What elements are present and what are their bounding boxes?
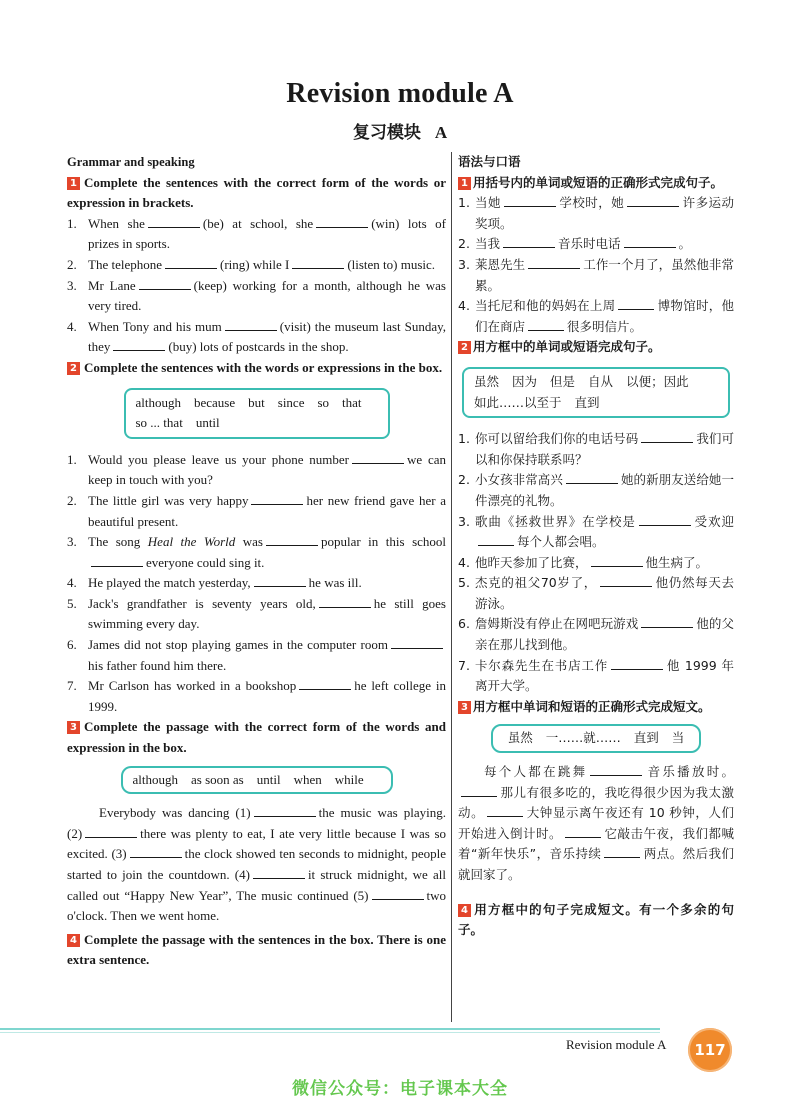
instruction-text: 用方框中的单词或短语完成句子。 xyxy=(473,339,661,355)
exercise-number-badge: 2 xyxy=(67,362,80,375)
word-box-item: that xyxy=(342,394,362,410)
word-box-item: 直到 xyxy=(633,730,659,746)
answer-blank[interactable] xyxy=(487,815,523,817)
item-text: (visit) the museum last Sunday, they xyxy=(88,318,446,355)
answer-blank[interactable] xyxy=(139,288,191,290)
answer-blank[interactable] xyxy=(130,856,182,858)
answer-blank[interactable] xyxy=(624,246,676,248)
item-text: (win) lots of prizes in sports. xyxy=(88,215,446,252)
exercise-number-badge: 1 xyxy=(458,177,471,190)
item-text: 他昨天参加了比赛， xyxy=(475,554,588,570)
item-number: 1. xyxy=(458,195,470,211)
item-text: he left college in 1999. xyxy=(88,678,446,714)
answer-blank[interactable] xyxy=(478,544,514,546)
item-number: 2. xyxy=(458,472,470,488)
word-box xyxy=(491,724,701,753)
answer-blank[interactable] xyxy=(253,877,305,879)
exercise-number-badge: 4 xyxy=(458,904,471,917)
item-number: 4. xyxy=(458,298,470,314)
answer-blank[interactable] xyxy=(618,308,654,310)
exercise-3-instruction xyxy=(458,697,734,718)
item-text: 卡尔森先生在书店工作 xyxy=(475,657,609,673)
item-text: 我们可以和你保持联系吗？ xyxy=(475,431,734,467)
word-box-item: although xyxy=(135,394,181,410)
exercise-2-instruction xyxy=(67,358,446,379)
exercise-item xyxy=(67,594,446,635)
word-box-item: so xyxy=(317,394,330,410)
item-text: 杰克的祖父70岁了， xyxy=(475,575,597,591)
item-text: 歌曲《拯救世界》在学校是 xyxy=(475,513,636,529)
passage-text: 每个人都在跳舞 xyxy=(484,764,588,780)
word-box-item: until xyxy=(195,415,220,431)
exercise-item xyxy=(67,635,446,676)
section-heading: Grammar and speaking xyxy=(67,155,195,169)
item-text: (buy) lots of postcards in the shop. xyxy=(168,339,349,355)
watermark: 微信公众号：电子课本大全 xyxy=(292,1079,508,1099)
column-divider xyxy=(451,152,452,1022)
item-text: he was ill. xyxy=(308,575,362,591)
word-box-item: while xyxy=(334,771,364,787)
answer-blank[interactable] xyxy=(639,524,691,526)
answer-blank[interactable] xyxy=(504,205,556,207)
passage-text: the music was playing. (2) xyxy=(67,805,446,841)
item-number: 2. xyxy=(458,236,470,252)
item-number: 2. xyxy=(67,256,77,272)
exercise-number-badge: 3 xyxy=(67,721,80,734)
answer-blank[interactable] xyxy=(641,626,693,628)
item-text: 许多运动奖项。 xyxy=(475,195,734,231)
word-box-item: 直到 xyxy=(574,394,600,410)
item-number: 5. xyxy=(67,595,77,611)
item-text: everyone could sing it. xyxy=(146,554,265,570)
instruction-text: Complete the passage with the sentences in the box. There is one extra sentence. xyxy=(67,931,446,968)
item-text: 你可以留给我们你的电话号码 xyxy=(475,431,639,447)
footer-rule xyxy=(0,1032,660,1033)
word-box-item: 自从 xyxy=(588,373,614,389)
answer-blank[interactable] xyxy=(85,836,137,838)
answer-blank[interactable] xyxy=(266,544,318,546)
item-number: 7. xyxy=(67,678,77,694)
item-text: 小女孩非常高兴 xyxy=(475,472,563,488)
item-number: 3. xyxy=(67,534,77,550)
word-box-item: 因为 xyxy=(512,373,538,389)
item-text: The little girl was very happy xyxy=(88,492,249,508)
exercise-item xyxy=(67,491,446,532)
english-column xyxy=(67,152,446,971)
passage xyxy=(67,803,446,927)
item-number: 7. xyxy=(458,657,470,673)
item-number: 3. xyxy=(458,256,470,272)
word-box-item: as soon as xyxy=(191,771,244,787)
answer-blank[interactable] xyxy=(254,815,316,817)
item-text: (keep) working for a month, although he was very tired. xyxy=(88,277,446,314)
subtitle-text: 复习模块 xyxy=(352,123,421,143)
item-text: 学校时，她 xyxy=(558,195,625,211)
item-text: Jack's grandfather is seventy years old, xyxy=(88,595,316,611)
item-text: 。 xyxy=(678,236,692,252)
word-box-item: 虽然 xyxy=(474,373,500,389)
word-box xyxy=(121,766,393,795)
item-text: He played the match yesterday, xyxy=(88,575,251,591)
answer-blank[interactable] xyxy=(165,267,217,269)
answer-blank[interactable] xyxy=(591,565,643,567)
exercise-number-badge: 3 xyxy=(458,701,471,714)
item-text: Mr Lane xyxy=(88,277,136,293)
word-box-item: 虽然 xyxy=(507,730,533,746)
passage-text: 那儿有很多吃的，我吃得很少因为我太激动。 xyxy=(458,784,734,821)
exercise-item xyxy=(458,614,734,655)
item-text: 他 1999 年离开大学。 xyxy=(475,657,734,694)
subtitle-letter: A xyxy=(434,123,448,142)
word-box-item: because xyxy=(194,394,236,410)
answer-blank[interactable] xyxy=(91,565,143,567)
exercise-item xyxy=(458,234,734,255)
passage-text: 音乐播放时。 xyxy=(645,764,734,780)
instruction-text: Complete the sentences with the correct form of the words or expression in brackets. xyxy=(67,174,446,211)
answer-blank[interactable] xyxy=(600,585,652,587)
exercise-item xyxy=(458,512,734,553)
passage-text: there was plenty to eat, I ate very little because I was so excited. (3) xyxy=(67,825,446,862)
exercise-4-instruction xyxy=(458,900,734,941)
footer-rule xyxy=(0,1028,660,1030)
item-text: he still goes swimming every day. xyxy=(88,595,446,632)
answer-blank[interactable] xyxy=(299,688,351,690)
item-text: 当托尼和他的妈妈在上周 xyxy=(475,298,616,314)
word-box-item: until xyxy=(256,771,281,787)
item-text: (ring) while I xyxy=(220,256,290,272)
item-text: 音乐时电话 xyxy=(558,236,621,252)
word-box-item: 一……就…… xyxy=(545,730,621,746)
item-text: was xyxy=(242,534,263,550)
item-text: 他生病了。 xyxy=(645,554,709,570)
exercise-4-instruction xyxy=(67,930,446,971)
answer-blank[interactable] xyxy=(641,441,693,443)
item-text: 每个人都会唱。 xyxy=(517,534,605,550)
passage-text: 大钟显示离午夜还有 10 秒钟，人们开始进入倒计时。 xyxy=(458,805,734,841)
item-number: 5. xyxy=(458,575,470,591)
page-subtitle xyxy=(0,118,800,143)
item-number: 1. xyxy=(67,215,77,231)
answer-blank[interactable] xyxy=(528,267,580,269)
exercise-2-instruction xyxy=(458,337,734,358)
item-text: 他的父亲在那儿找到他。 xyxy=(475,616,734,653)
answer-blank[interactable] xyxy=(566,482,618,484)
exercise-item xyxy=(67,532,446,573)
exercise-number-badge: 1 xyxy=(67,177,80,190)
passage-text: it struck midnight, we all called out “Happy New Year”, The music continued (5) xyxy=(67,867,446,903)
exercise-1-instruction xyxy=(458,173,734,194)
word-box-item: 如此……以至于 xyxy=(474,394,562,410)
item-text: 受欢迎 xyxy=(693,513,734,529)
exercise-3-instruction xyxy=(67,717,446,758)
item-text: 詹姆斯没有停止在网吧玩游戏 xyxy=(475,616,639,632)
answer-blank[interactable] xyxy=(611,668,663,670)
answer-blank[interactable] xyxy=(316,226,368,228)
item-text: Mr Carlson has worked in a bookshop xyxy=(88,678,297,694)
exercise-item xyxy=(458,553,734,574)
item-number: 2. xyxy=(67,492,77,508)
word-box-item: when xyxy=(293,771,322,787)
answer-blank[interactable] xyxy=(352,462,404,464)
item-text: 当她 xyxy=(475,195,501,211)
instruction-text: 用括号内的单词或短语的正确形式完成句子。 xyxy=(473,174,724,190)
passage-text: Everybody was dancing (1) xyxy=(99,805,251,821)
answer-blank[interactable] xyxy=(391,647,443,649)
item-number: 1. xyxy=(67,451,77,467)
item-text: his father found him there. xyxy=(88,657,227,673)
page-number-badge: 117 xyxy=(688,1028,732,1072)
item-number: 4. xyxy=(67,575,77,591)
answer-blank[interactable] xyxy=(590,774,642,776)
item-number: 6. xyxy=(67,637,77,653)
item-text: The song xyxy=(88,534,141,550)
item-text: 他仍然每天去游泳。 xyxy=(475,575,734,611)
instruction-text: 用方框中单词和短语的正确形式完成短文。 xyxy=(473,698,711,714)
word-box-item: 当 xyxy=(671,730,685,746)
exercise-item xyxy=(67,317,446,358)
exercise-item xyxy=(67,676,446,717)
passage-text: 两点。然后我们就回家了。 xyxy=(458,846,734,882)
page-title: Revision module A xyxy=(286,78,514,109)
item-text: popular in this school xyxy=(320,534,447,550)
item-text: When Tony and his mum xyxy=(88,318,222,334)
item-number: 4. xyxy=(458,554,470,570)
passage-text: the clock showed ten seconds to midnight, people started to join the countdown. (4) xyxy=(67,846,446,882)
exercise-item xyxy=(458,255,734,296)
passage-text: two o'clock. Then we went home. xyxy=(67,887,446,924)
item-text: 很多明信片。 xyxy=(567,318,643,334)
word-box xyxy=(462,367,730,418)
item-number: 3. xyxy=(67,277,77,293)
word-box-item: since xyxy=(277,394,305,410)
passage xyxy=(458,762,734,886)
instruction-text: Complete the sentences with the words or expressions in the box. xyxy=(84,359,443,375)
item-text: 工作一个月了，虽然他非常累。 xyxy=(475,256,734,293)
word-box-item: 以便；因此 xyxy=(626,373,689,389)
section-heading: 语法与口语 xyxy=(458,154,521,169)
exercise-item xyxy=(458,470,734,511)
chinese-column xyxy=(458,152,734,941)
instruction-text: Complete the passage with the correct form of the words and expression in the box. xyxy=(67,719,446,756)
exercise-1-instruction xyxy=(67,173,446,214)
item-text: James did not stop playing games in the computer room xyxy=(88,637,388,653)
item-text: we can keep in touch with you? xyxy=(88,451,446,488)
item-text: (be) at school, she xyxy=(202,215,314,231)
item-text: Would you please leave us your phone number xyxy=(88,451,350,467)
exercise-item xyxy=(458,429,734,470)
passage-text: 它敲击午夜，我们都喊着“新年快乐”，音乐持续 xyxy=(458,825,734,862)
item-number: 3. xyxy=(458,513,470,529)
word-box-item: although xyxy=(132,771,178,787)
footer-module-label: Revision module A xyxy=(566,1037,667,1052)
answer-blank[interactable] xyxy=(528,329,564,331)
item-text: 莱恩先生 xyxy=(475,256,526,272)
exercise-item xyxy=(458,656,734,697)
instruction-text: 用方框中的句子完成短文。有一个多余的句子。 xyxy=(458,901,734,938)
answer-blank[interactable] xyxy=(372,898,424,900)
exercise-number-badge: 2 xyxy=(458,341,471,354)
answer-blank[interactable] xyxy=(148,226,200,228)
answer-blank[interactable] xyxy=(604,856,640,858)
answer-blank[interactable] xyxy=(627,205,679,207)
item-text: (listen to) music. xyxy=(347,256,436,272)
word-box-item: 但是 xyxy=(550,373,576,389)
exercise-item xyxy=(67,255,446,276)
word-box xyxy=(124,388,390,439)
word-box-item: but xyxy=(248,394,265,410)
item-text: 当我 xyxy=(475,236,501,252)
answer-blank[interactable] xyxy=(319,606,371,608)
exercise-item xyxy=(67,276,446,317)
answer-blank[interactable] xyxy=(225,329,277,331)
answer-blank[interactable] xyxy=(292,267,344,269)
item-text: When she xyxy=(88,215,145,231)
item-number: 4. xyxy=(67,318,77,334)
answer-blank[interactable] xyxy=(113,349,165,351)
exercise-item xyxy=(67,214,446,255)
answer-blank[interactable] xyxy=(251,503,303,505)
item-text: 她的新朋友送给她一件漂亮的礼物。 xyxy=(475,472,734,508)
answer-blank[interactable] xyxy=(254,585,306,587)
item-text: 博物馆时，他们在商店 xyxy=(475,298,734,334)
item-number: 1. xyxy=(458,431,470,447)
exercise-item xyxy=(67,450,446,491)
exercise-item xyxy=(67,573,446,594)
word-box-item: so ... that xyxy=(135,415,183,431)
answer-blank[interactable] xyxy=(461,795,497,797)
exercise-item xyxy=(458,193,734,234)
answer-blank[interactable] xyxy=(503,246,555,248)
item-text: The telephone xyxy=(88,256,162,272)
exercise-number-badge: 4 xyxy=(67,934,80,947)
item-number: 6. xyxy=(458,616,470,632)
exercise-item xyxy=(458,573,734,614)
answer-blank[interactable] xyxy=(565,836,601,838)
exercise-item xyxy=(458,296,734,337)
song-title: Heal the World xyxy=(147,534,236,550)
item-text: her new friend gave her a beautiful present. xyxy=(88,492,446,529)
